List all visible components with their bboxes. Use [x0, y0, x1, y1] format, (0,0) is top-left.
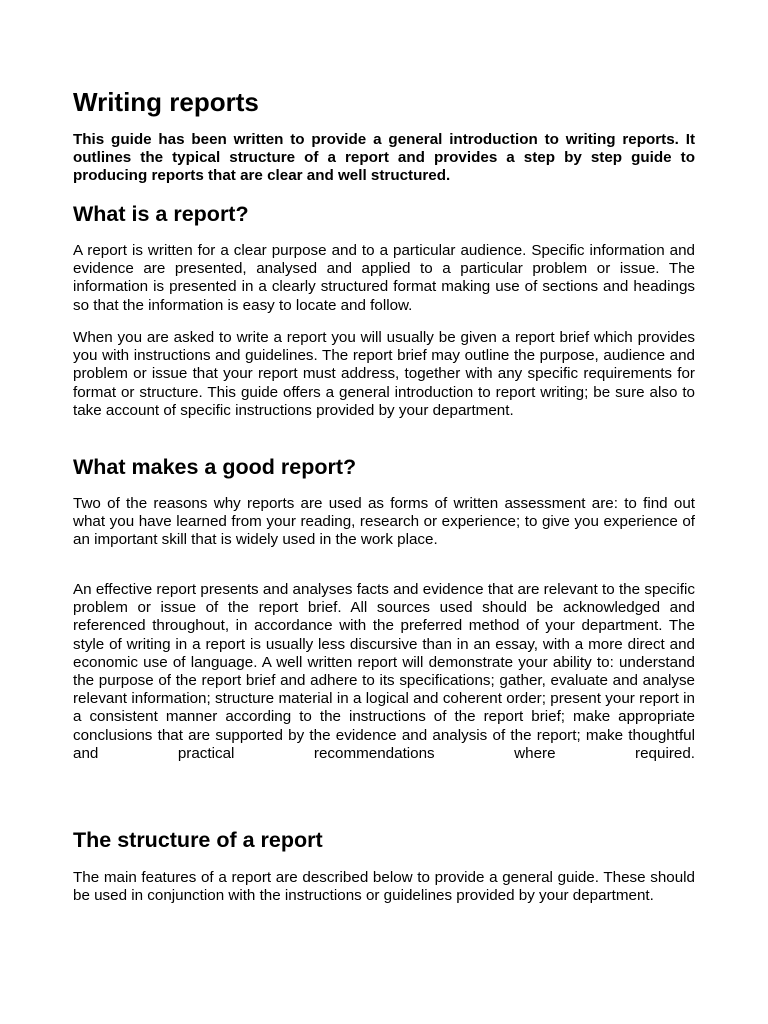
paragraph-report-definition: A report is written for a clear purpose and to a particular audience. Specific information and evidence are presented, analysed and applied to a particular problem or issue. The information is presented in a clearly structured format making use of sections and headings so that the information is easy to locate and follow.	[73, 242, 695, 314]
section-heading-report-structure: The structure of a report	[73, 828, 323, 852]
paragraph-report-brief: When you are asked to write a report you will usually be given a report brief which provides you with instructions and guidelines. The report brief may outline the purpose, audience and problem or issue that your report must address, together with any specific requirements for format or structure. This guide offers a general introduction to report writing; be sure also to take account of specific instructions provided by your department.	[73, 329, 695, 419]
section-heading-good-report: What makes a good report?	[73, 455, 357, 479]
section-heading-what-is-a-report: What is a report?	[73, 202, 249, 226]
page-title: Writing reports	[73, 87, 259, 117]
paragraph-main-features: The main features of a report are described below to provide a general guide. These should be used in conjunction with the instructions or guidelines provided by your department.	[73, 869, 695, 905]
paragraph-assessment-reasons: Two of the reasons why reports are used as forms of written assessment are: to find out what you have learned from your reading, research or experience; to give you experience of an important skill that is widely used in the work place.	[73, 495, 695, 549]
intro-paragraph: This guide has been written to provide a general introduction to writing reports. It outlines the typical structure of a report and provides a step by step guide to producing reports that are clear and well structured.	[73, 131, 695, 185]
paragraph-effective-report: An effective report presents and analyses facts and evidence that are relevant to the specific problem or issue of the report brief. All sources used should be acknowledged and referenced throughout, in accordance with the preferred method of your department. The style of writing in a report is usually less discursive than in an essay, with a more direct and economic use of language. A well written report will demonstrate your ability to: understand the purpose of the report brief and adhere to its specifications; gather, evaluate and analyse relevant information; structure material in a logical and coherent order; present your report in a consistent manner according to the instructions of the report brief; make appropriate conclusions that are supported by the evidence and analysis of the report; make thoughtful and practical recommendations where required.	[73, 581, 695, 762]
